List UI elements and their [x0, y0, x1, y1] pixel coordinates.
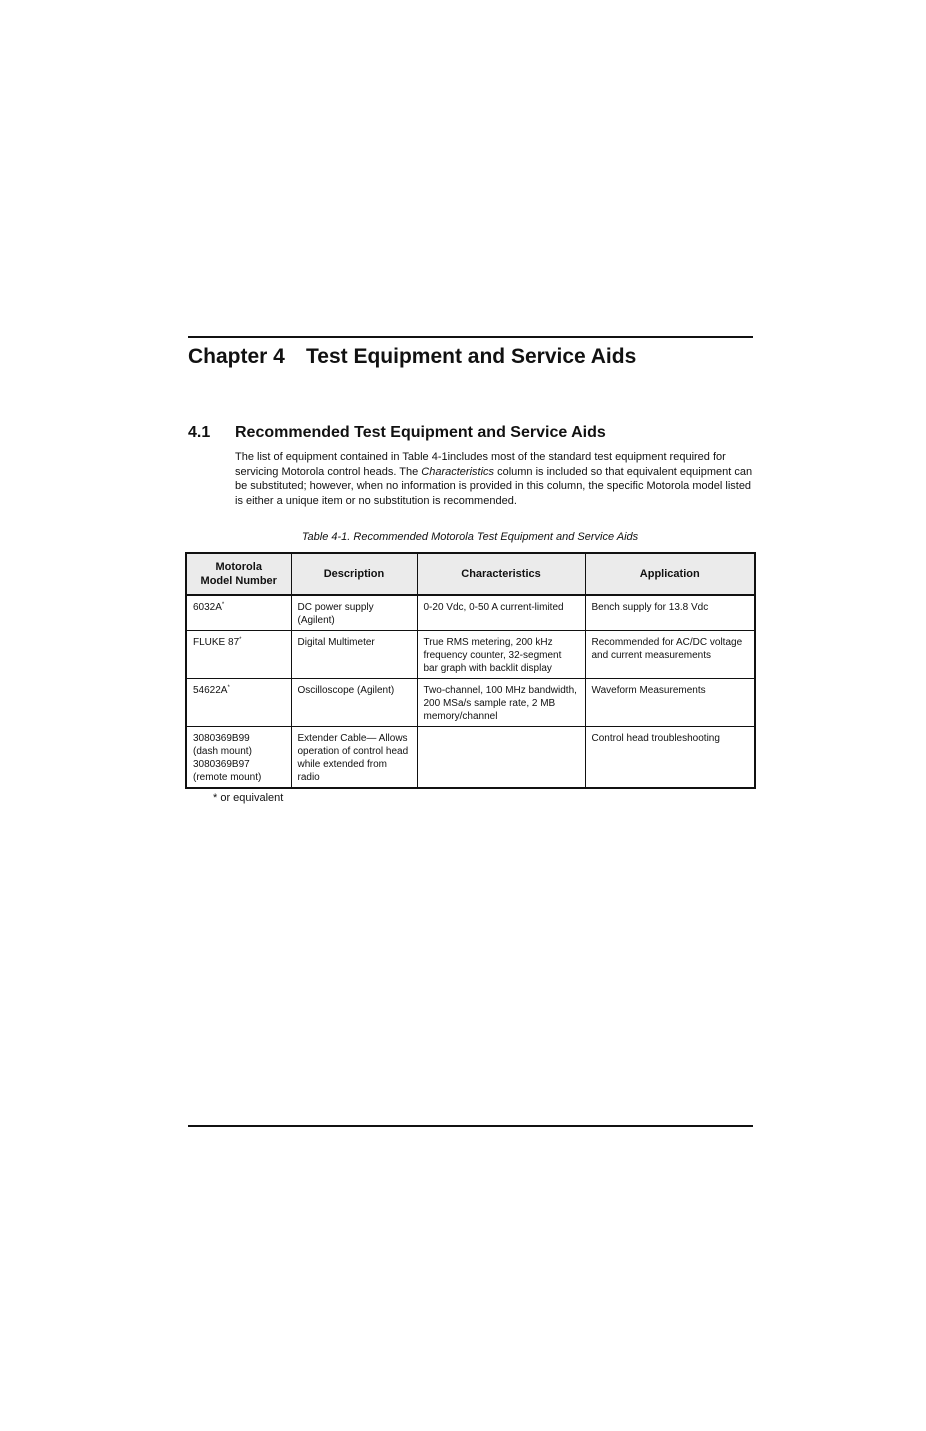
section-title: Recommended Test Equipment and Service Aids	[235, 424, 606, 441]
cell-characteristics: True RMS metering, 200 kHz frequency counter, 32-segment bar graph with backlit display	[417, 631, 585, 679]
intro-paragraph	[235, 450, 755, 508]
header-application: Application	[585, 553, 755, 595]
chapter-heading	[188, 345, 636, 369]
equipment-table	[185, 552, 756, 789]
bottom-rule	[188, 1125, 753, 1127]
chapter-title: Test Equipment and Service Aids	[306, 345, 637, 368]
table-row	[186, 631, 755, 679]
cell-description: DC power supply (Agilent)	[291, 595, 417, 631]
table-footnote: * or equivalent	[213, 792, 284, 804]
cell-description: Extender Cable— Allows operation of control head while extended from radio	[291, 727, 417, 789]
table-caption: Table 4-1. Recommended Motorola Test Equipment and Service Aids	[301, 531, 639, 543]
cell-application: Bench supply for 13.8 Vdc	[585, 595, 755, 631]
cell-model: 3080369B99 (dash mount) 3080369B97 (remote mount)	[186, 727, 291, 789]
cell-model: FLUKE 87*	[186, 631, 291, 679]
header-characteristics: Characteristics	[417, 553, 585, 595]
intro-emphasis: Characteristics	[421, 465, 495, 478]
header-model-number: Motorola Model Number	[186, 553, 291, 595]
cell-application: Recommended for AC/DC voltage and current measurements	[585, 631, 755, 679]
table-row	[186, 727, 755, 789]
table-header-row	[186, 553, 755, 595]
intro-text-1: The list of equipment contained in Table 4-1includes most of the standard test equipment required for servicing Motorola control heads. The	[235, 451, 726, 478]
header-description: Description	[291, 553, 417, 595]
chapter-number: Chapter 4	[188, 345, 285, 368]
table-row	[186, 595, 755, 631]
section-number: 4.1	[188, 424, 211, 441]
cell-description: Digital Multimeter	[291, 631, 417, 679]
cell-model: 6032A*	[186, 595, 291, 631]
cell-characteristics	[417, 727, 585, 789]
table-row	[186, 679, 755, 727]
top-rule	[188, 336, 753, 338]
cell-application: Waveform Measurements	[585, 679, 755, 727]
cell-characteristics: Two-channel, 100 MHz bandwidth, 200 MSa/s sample rate, 2 MB memory/channel	[417, 679, 585, 727]
cell-application: Control head troubleshooting	[585, 727, 755, 789]
section-heading	[188, 424, 606, 442]
cell-description: Oscilloscope (Agilent)	[291, 679, 417, 727]
intro-text-2: column is included so that equivalent equipment can be substituted; however, when no information is provided in this column, the specific Motorola model listed is either a unique item or no substitution is recommended.	[235, 465, 753, 507]
equivalent-mark: *	[221, 602, 225, 608]
equivalent-mark: *	[239, 637, 242, 643]
cell-characteristics: 0-20 Vdc, 0-50 A current-limited	[417, 595, 585, 631]
equivalent-mark: *	[227, 685, 230, 691]
cell-model: 54622A*	[186, 679, 291, 727]
